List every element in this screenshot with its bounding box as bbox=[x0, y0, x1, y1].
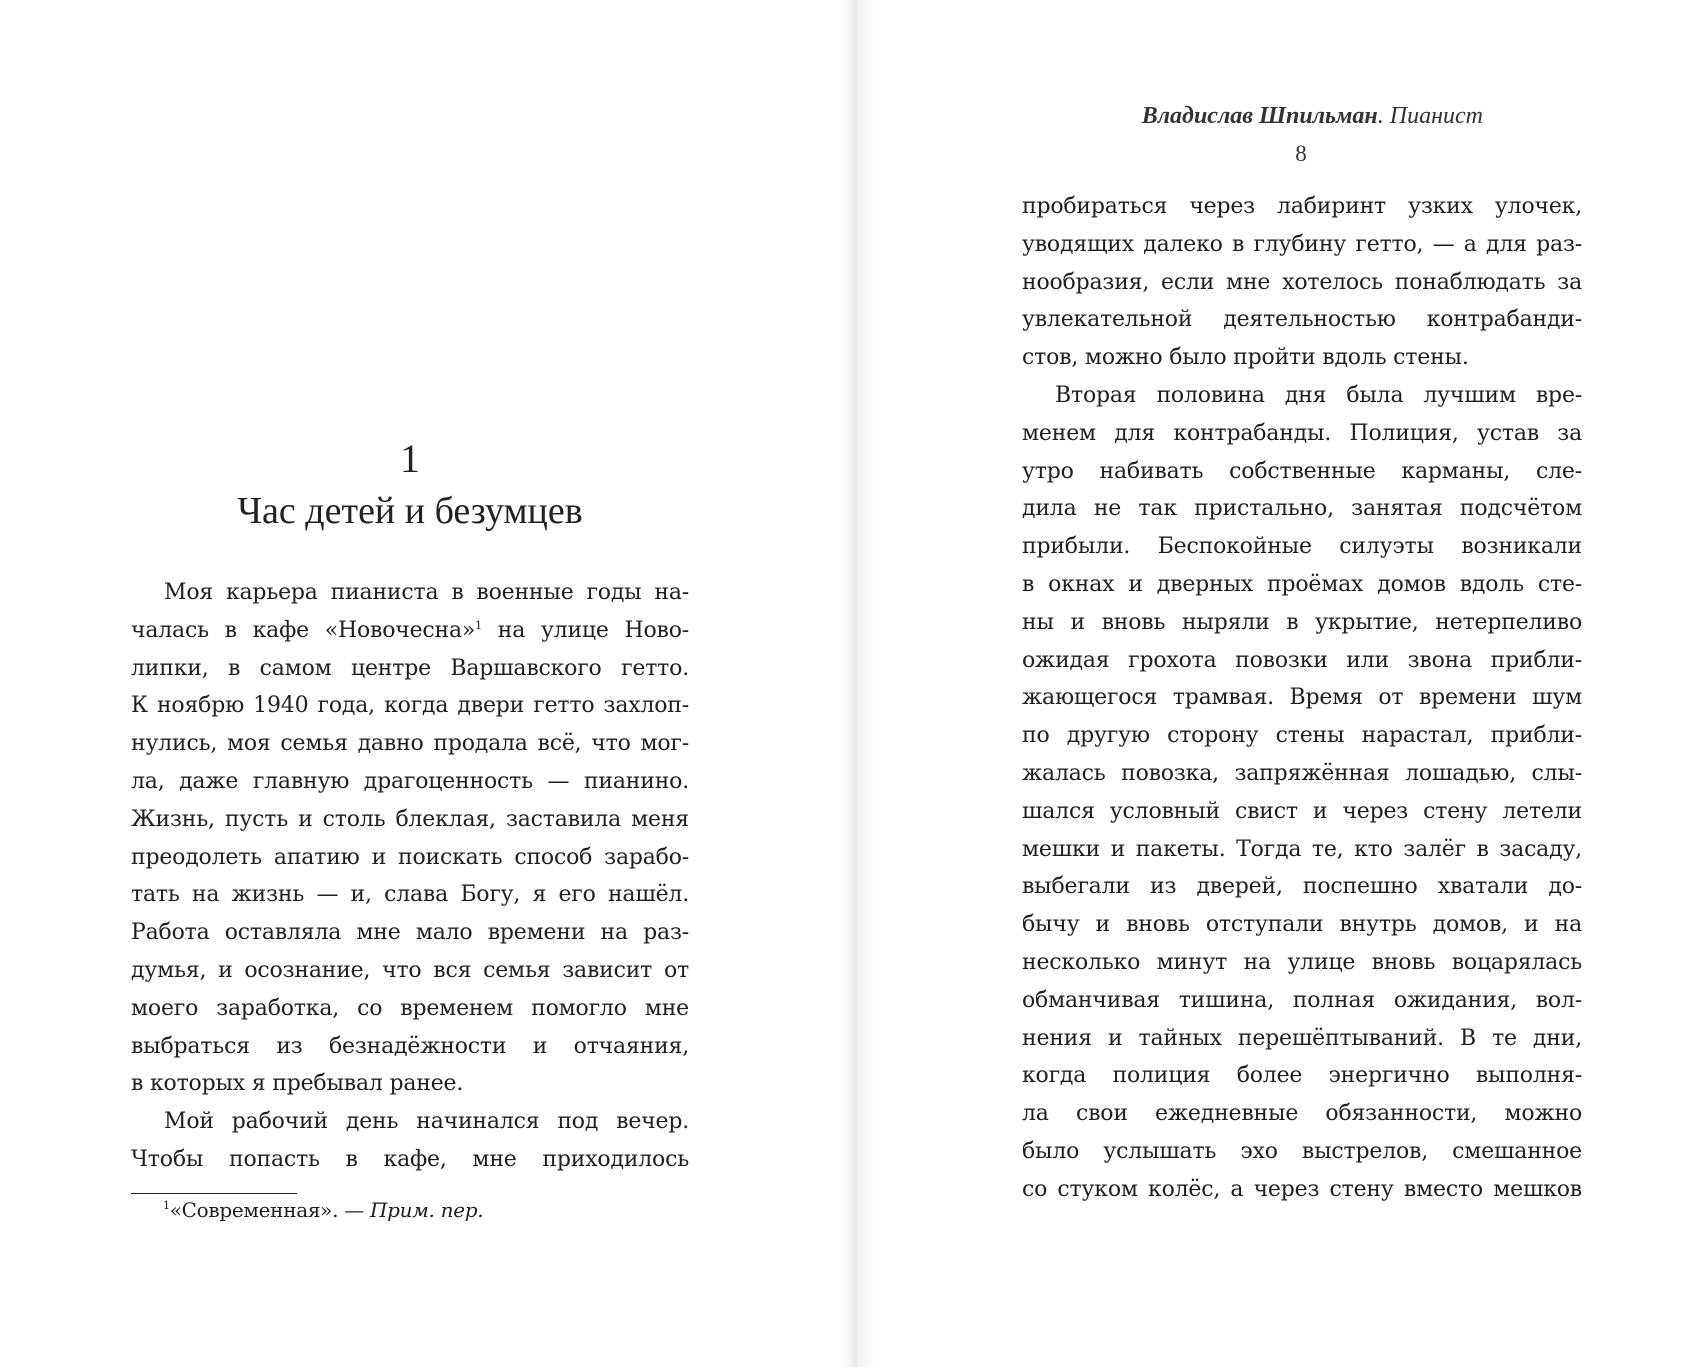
text-line: жающегося трамвая. Время от времени шум bbox=[1022, 685, 1582, 711]
text-line: обманчивая тишина, полная ожидания, вол- bbox=[1022, 987, 1582, 1013]
text-segment: чалась в кафе «Новочесна» bbox=[131, 617, 476, 643]
text-line: тать на жизнь — и, слава Богу, я его нашёл. bbox=[131, 882, 689, 908]
text-line: по другую сторону стены нарастал, прибли- bbox=[1022, 723, 1582, 749]
text-line: Работа оставляла мне мало времени на раз- bbox=[131, 920, 689, 946]
page-number: 8 bbox=[1295, 141, 1307, 166]
text-line: в окнах и дверных проёмах домов вдоль сте- bbox=[1022, 571, 1582, 597]
text-line: мешки и пакеты. Тогда те, кто залёг в засаду, bbox=[1022, 836, 1582, 862]
footnote-reference[interactable]: 1 bbox=[475, 618, 482, 632]
text-line: ла, даже главную драгоценность — пианино. bbox=[131, 768, 689, 794]
left-page-body bbox=[131, 574, 689, 1179]
text-line: нулись, моя семья давно продала всё, что мог- bbox=[131, 731, 689, 757]
text-line: увлекательной деятельностью контрабанди- bbox=[1022, 307, 1582, 333]
text-line: преодолеть апатию и поискать способ зарабо- bbox=[131, 844, 689, 870]
footnote bbox=[163, 1194, 483, 1226]
chapter-title: Час детей и безумцев bbox=[237, 490, 583, 532]
text-line: нообразия, если мне хотелось понаблюдать за bbox=[1022, 269, 1582, 295]
text-line: Чтобы попасть в кафе, мне приходилось bbox=[131, 1146, 689, 1172]
text-line: думья, и осознание, что вся семья зависит от bbox=[131, 957, 689, 983]
text-line: шался условный свист и через стену летели bbox=[1022, 798, 1582, 824]
text-line: утро набивать собственные карманы, сле- bbox=[1022, 458, 1582, 484]
text-line: Жизнь, пусть и столь блеклая, заставила меня bbox=[131, 806, 689, 832]
running-head-title: Пианист bbox=[1389, 103, 1483, 129]
text-line: стов, можно было пройти вдоль стены. bbox=[1022, 345, 1469, 371]
text-line: несколько минут на улице вновь воцарялась bbox=[1022, 949, 1582, 975]
footnote-dash: — bbox=[338, 1198, 370, 1222]
right-page-body bbox=[1022, 188, 1582, 1209]
text-line: пробираться через лабиринт узких улочек, bbox=[1022, 194, 1582, 219]
text-segment: на улице Ново- bbox=[481, 617, 689, 643]
text-line: Вторая половина дня была лучшим вре- bbox=[1055, 382, 1582, 408]
footnote-text: «Современная». bbox=[169, 1198, 339, 1222]
text-line: было услышать эхо выстрелов, смешанное bbox=[1022, 1138, 1582, 1164]
text-line: уводящих далеко в глубину гетто, — а для раз- bbox=[1022, 231, 1582, 257]
running-head-separator: . bbox=[1377, 103, 1390, 129]
text-line: Мой рабочий день начинался под вечер. bbox=[164, 1109, 689, 1135]
text-line: выбраться из безнадёжности и отчаяния, bbox=[131, 1033, 689, 1059]
text-line: нения и тайных перешёптываний. В те дни, bbox=[1022, 1025, 1582, 1051]
text-line: в которых я пребывал ранее. bbox=[131, 1071, 464, 1097]
text-line: К ноябрю 1940 года, когда двери гетто захлоп- bbox=[131, 693, 689, 719]
text-line: дила не так пристально, занятая подсчётом bbox=[1022, 496, 1582, 522]
text-line: когда полиция более энергично выполня- bbox=[1022, 1063, 1582, 1089]
text-line: Моя карьера пианиста в военные годы на- bbox=[164, 580, 689, 605]
text-line: выбегали из дверей, поспешно хватали до- bbox=[1022, 874, 1582, 900]
text-line: ожидая грохота повозки или звона прибли- bbox=[1022, 647, 1582, 673]
running-head bbox=[1017, 100, 1587, 132]
text-line: жалась повозка, запряжённая лошадью, слы- bbox=[1022, 760, 1582, 786]
text-line: моего заработка, со временем помогло мне bbox=[131, 995, 689, 1021]
text-line: ны и вновь ныряли в укрытие, нетерпеливо bbox=[1022, 609, 1582, 635]
chapter-number: 1 bbox=[400, 436, 420, 481]
footnote-note: Прим. пер. bbox=[370, 1198, 484, 1222]
footnote-marker: 1 bbox=[163, 1199, 170, 1212]
running-head-author: Владислав Шпильман bbox=[1141, 103, 1378, 129]
text-line: менем для контрабанды. Полиция, устав за bbox=[1022, 420, 1582, 446]
text-line-with-footnote-ref bbox=[131, 612, 689, 650]
text-line: со стуком колёс, а через стену вместо мешков bbox=[1022, 1176, 1582, 1202]
text-line: ла свои ежедневные обязанности, можно bbox=[1022, 1101, 1582, 1127]
text-line: прибыли. Беспокойные силуэты возникали bbox=[1022, 534, 1582, 560]
text-line: липки, в самом центре Варшавского гетто. bbox=[131, 655, 689, 681]
text-line: бычу и вновь отступали внутрь домов, и на bbox=[1022, 912, 1582, 938]
